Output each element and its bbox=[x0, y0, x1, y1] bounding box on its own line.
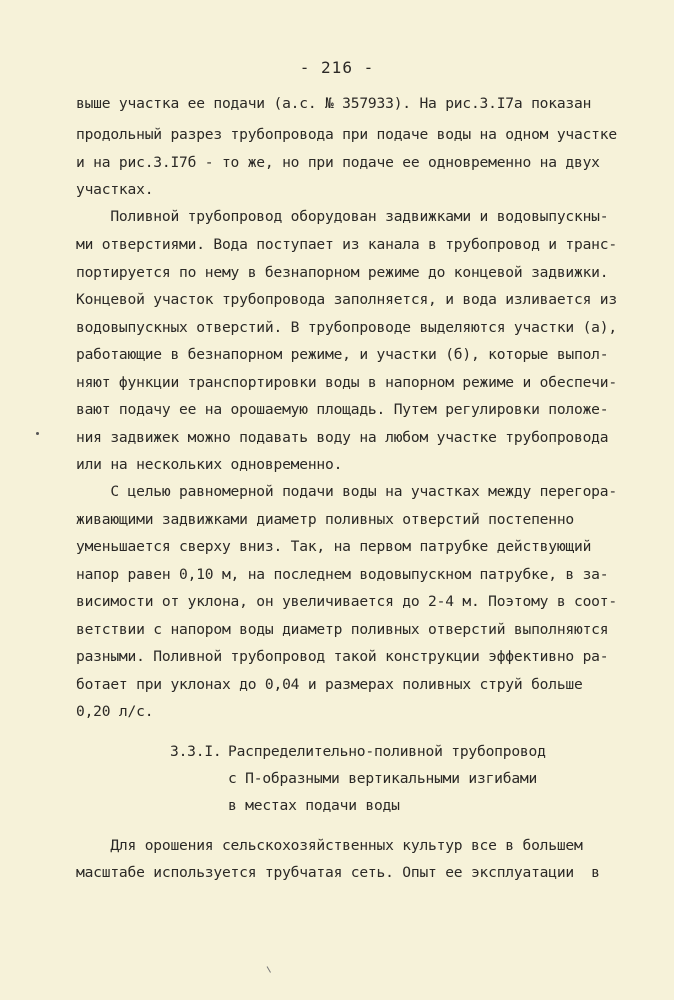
section-title-line: Распределительно-поливной трубопровод bbox=[228, 743, 546, 760]
text-line: ботает при уклонах до 0,04 и размерах поливных струй больше bbox=[76, 676, 583, 693]
text-line: водовыпускных отверстий. В трубопроводе выделяются участки (а), bbox=[76, 319, 617, 336]
text-line: С целью равномерной подачи воды на участках между перегора- bbox=[76, 483, 617, 500]
text-line: напор равен 0,10 м, на последнем водовыпускном патрубке, в за- bbox=[76, 566, 609, 583]
text-line: Концевой участок трубопровода заполняется, и вода изливается из bbox=[76, 291, 617, 308]
page-number: - 216 - bbox=[299, 58, 375, 77]
text-line: висимости от уклона, он увеличивается до 2-4 м. Поэтому в соот- bbox=[76, 593, 617, 610]
text-line: портируется по нему в безнапорном режиме до концевой задвижки. bbox=[76, 264, 609, 281]
section-title-line: с П-образными вертикальными изгибами bbox=[228, 770, 538, 787]
text-line: Для орошения сельскохозяйственных культур все в большем bbox=[76, 837, 583, 854]
text-line: ми отверстиями. Вода поступает из канала в трубопровод и транс- bbox=[76, 236, 617, 253]
section-number: 3.3.I. bbox=[170, 743, 222, 760]
text-line: вают подачу ее на орошаемую площадь. Путем регулировки положе- bbox=[76, 401, 609, 418]
text-line: масштабе используется трубчатая сеть. Опыт ее эксплуатации в bbox=[76, 864, 600, 881]
text-line: разными. Поливной трубопровод такой конструкции эффективно ра- bbox=[76, 648, 609, 665]
text-line: Поливной трубопровод оборудован задвижками и водовыпускны- bbox=[76, 208, 609, 225]
text-line: продольный разрез трубопровода при подаче воды на одном участке bbox=[76, 126, 617, 143]
stray-mark bbox=[267, 964, 275, 973]
text-line: 0,20 л/с. bbox=[76, 703, 154, 720]
text-line: выше участка ее подачи (а.с. № 357933). На рис.3.I7а показан bbox=[76, 95, 592, 112]
text-line: няют функции транспортировки воды в напорном режиме и обеспечи- bbox=[76, 374, 617, 391]
text-line: уменьшается сверху вниз. Так, на первом патрубке действующий bbox=[76, 538, 592, 555]
text-line: работающие в безнапорном режиме, и участки (б), которые выпол- bbox=[76, 346, 609, 363]
text-line: ния задвижек можно подавать воду на любом участке трубопровода bbox=[76, 429, 609, 446]
text-line: живающими задвижками диаметр поливных отверстий постепенно bbox=[76, 511, 574, 528]
margin-dot bbox=[36, 432, 39, 435]
text-line: или на нескольких одновременно. bbox=[76, 456, 343, 473]
section-title-line: в местах подачи воды bbox=[228, 797, 400, 814]
text-line: участках. bbox=[76, 181, 154, 198]
text-line: и на рис.3.I7б - то же, но при подаче ее одновременно на двух bbox=[76, 154, 600, 171]
text-line: ветствии с напором воды диаметр поливных отверстий выполняются bbox=[76, 621, 609, 638]
